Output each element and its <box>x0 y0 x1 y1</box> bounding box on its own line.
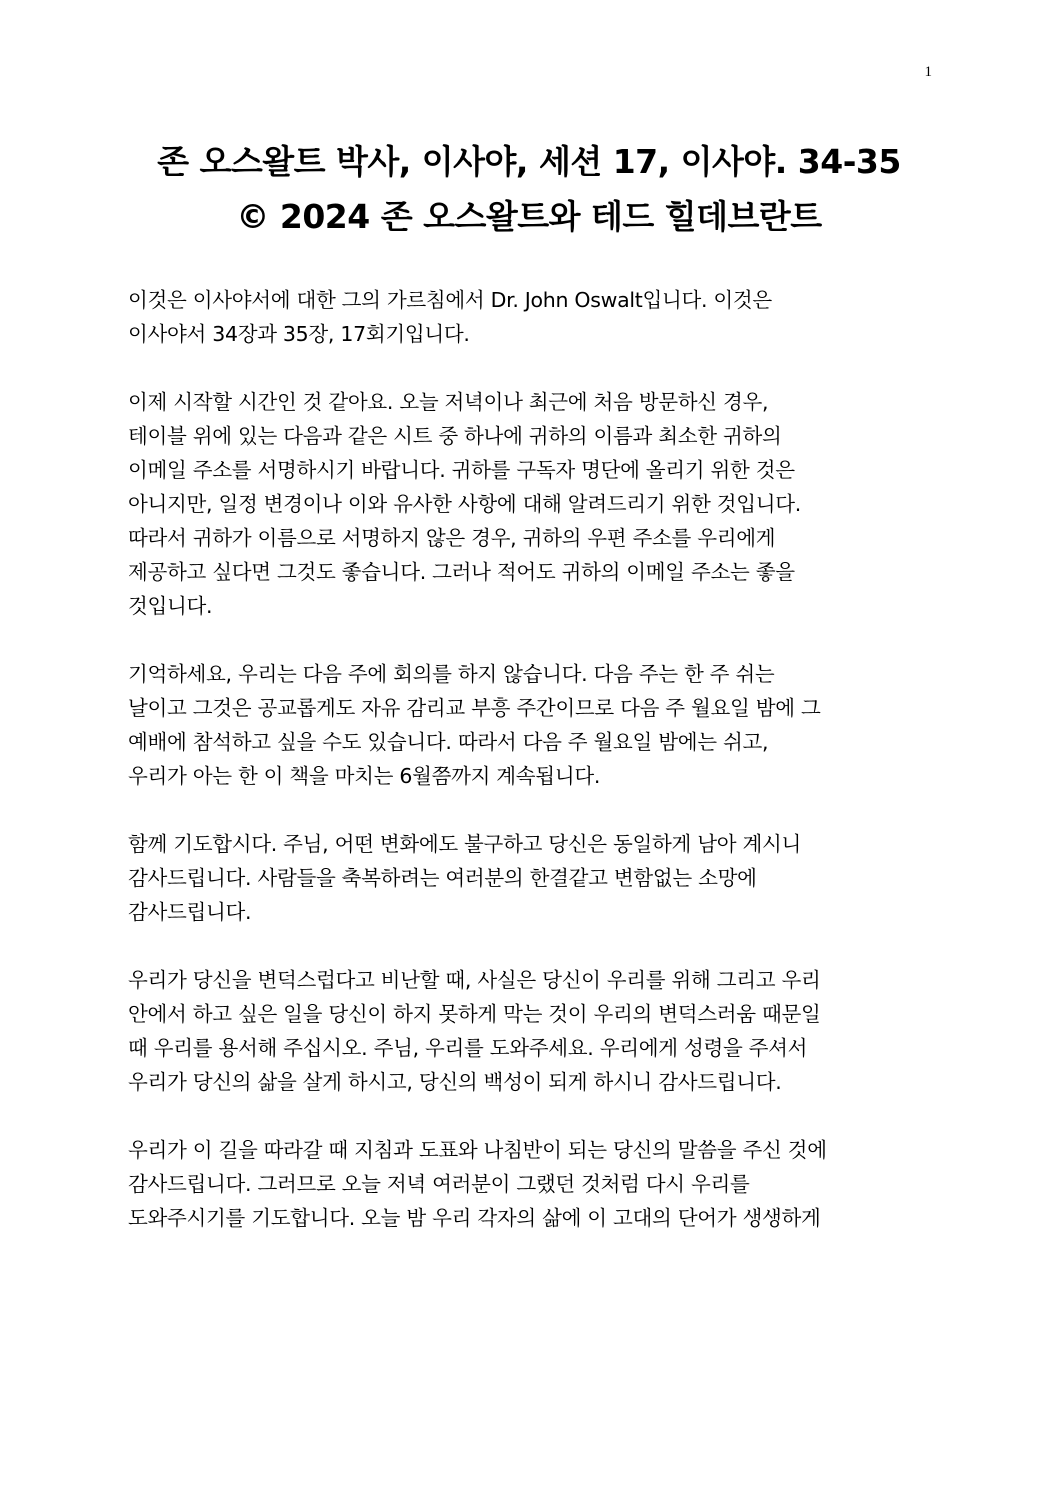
text-line: 따라서 귀하가 이름으로 서명하지 않은 경우, 귀하의 우편 주소를 우리에게 <box>128 526 776 550</box>
text-line: 제공하고 싶다면 그것도 좋습니다. 그러나 적어도 귀하의 이메일 주소는 좋을 <box>128 560 795 584</box>
text-line: 이사야서 34장과 35장, 17회기입니다. <box>128 322 470 346</box>
text-line: 우리가 아는 한 이 책을 마치는 6월쯤까지 계속됩니다. <box>128 764 601 788</box>
text-line: 날이고 그것은 공교롭게도 자유 감리교 부흥 주간이므로 다음 주 월요일 밤에 그 <box>128 696 821 720</box>
text-line: 이제 시작할 시간인 것 같아요. 오늘 저녁이나 최근에 처음 방문하신 경우, <box>128 390 769 414</box>
text-line: 기억하세요, 우리는 다음 주에 회의를 하지 않습니다. 다음 주는 한 주 쉬는 <box>128 662 775 686</box>
text-line: 테이블 위에 있는 다음과 같은 시트 중 하나에 귀하의 이름과 최소한 귀하의 <box>128 424 782 448</box>
text-line: 도와주시기를 기도합니다. 오늘 밤 우리 각자의 삶에 이 고대의 단어가 생생하게 <box>128 1206 821 1230</box>
text-line: 함께 기도합시다. 주님, 어떤 변화에도 불구하고 당신은 동일하게 남아 계시니 <box>128 832 801 856</box>
text-line: 때 우리를 용서해 주십시오. 주님, 우리를 도와주세요. 우리에게 성령을 주셔서 <box>128 1036 808 1060</box>
page-number: 1 <box>924 64 932 80</box>
text-line: 이것은 이사야서에 대한 그의 가르침에서 Dr. John Oswalt입니다. 이것은 <box>128 288 772 312</box>
document-title <box>60 134 998 244</box>
text-line: 감사드립니다. <box>128 900 252 924</box>
text-line: 감사드립니다. 사람들을 축복하려는 여러분의 한결같고 변함없는 소망에 <box>128 866 757 890</box>
text-line: 감사드립니다. 그러므로 오늘 저녁 여러분이 그랬던 것처럼 다시 우리를 <box>128 1172 750 1196</box>
text-line: 우리가 당신을 변덕스럽다고 비난할 때, 사실은 당신이 우리를 위해 그리고 우리 <box>128 968 821 992</box>
title-line-1: 존 오스왈트 박사, 이사야, 세션 17, 이사야. 34-35 <box>157 142 901 181</box>
document-body <box>128 283 938 1269</box>
text-line: 우리가 이 길을 따라갈 때 지침과 도표와 나침반이 되는 당신의 말씀을 주신 것에 <box>128 1138 827 1162</box>
paragraph-intro <box>128 283 938 351</box>
text-line: 아니지만, 일정 변경이나 이와 유사한 사항에 대해 알려드리기 위한 것입니다. <box>128 492 801 516</box>
text-line: 안에서 하고 싶은 일을 당신이 하지 못하게 막는 것이 우리의 변덕스러움 때문일 <box>128 1002 821 1026</box>
paragraph-announcements <box>128 385 938 623</box>
paragraph-prayer-2 <box>128 963 938 1099</box>
text-line: 우리가 당신의 삶을 살게 하시고, 당신의 백성이 되게 하시니 감사드립니다. <box>128 1070 782 1094</box>
paragraph-schedule <box>128 657 938 793</box>
title-line-2: © 2024 존 오스왈트와 테드 힐데브란트 <box>236 197 822 236</box>
paragraph-prayer-3 <box>128 1133 938 1235</box>
paragraph-prayer-1 <box>128 827 938 929</box>
text-line: 것입니다. <box>128 594 213 618</box>
text-line: 이메일 주소를 서명하시기 바랍니다. 귀하를 구독자 명단에 올리기 위한 것은 <box>128 458 795 482</box>
text-line: 예배에 참석하고 싶을 수도 있습니다. 따라서 다음 주 월요일 밤에는 쉬고, <box>128 730 769 754</box>
